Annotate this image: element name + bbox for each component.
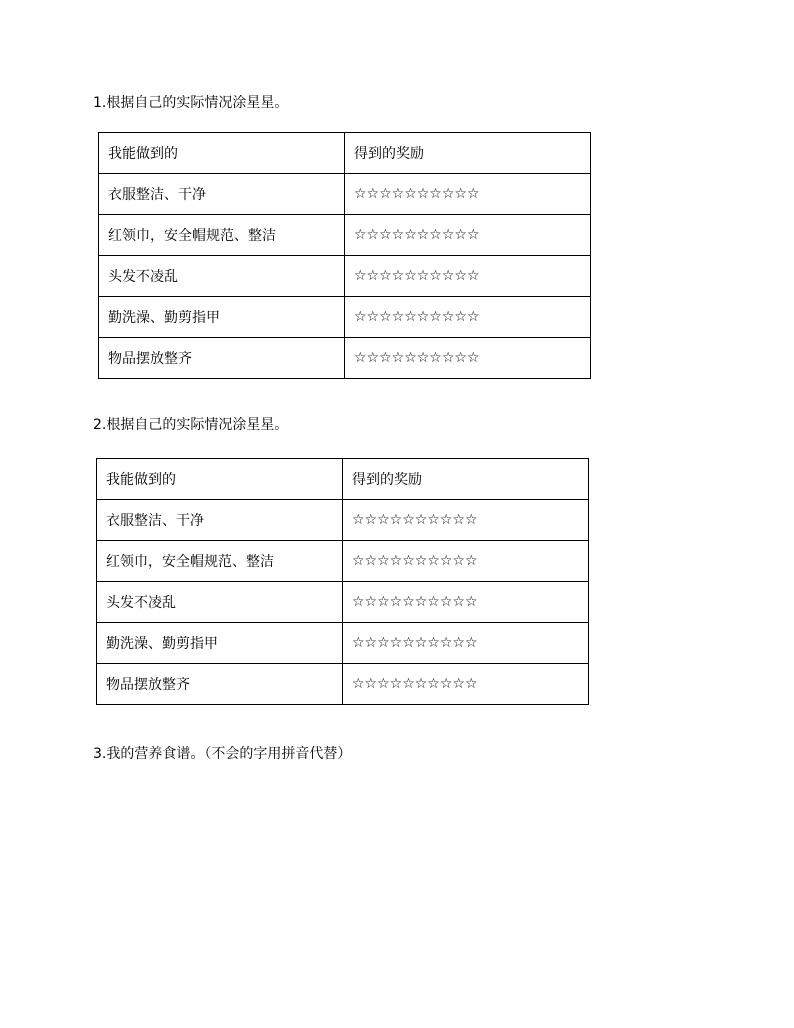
star-rating-table-1 bbox=[98, 132, 591, 379]
task-cell: 勤洗澡、勤剪指甲 bbox=[97, 623, 343, 664]
header-reward-cell: 得到的奖励 bbox=[345, 133, 591, 174]
table-row bbox=[97, 582, 589, 623]
stars-cell[interactable] bbox=[345, 256, 591, 297]
table-row bbox=[99, 215, 591, 256]
table-row bbox=[99, 338, 591, 379]
star-icons[interactable]: ☆☆☆☆☆☆☆☆☆☆ bbox=[352, 512, 478, 528]
header-task-cell: 我能做到的 bbox=[97, 459, 343, 500]
task-cell: 红领巾，安全帽规范、整洁 bbox=[99, 215, 345, 256]
task-cell: 勤洗澡、勤剪指甲 bbox=[99, 297, 345, 338]
section-2-title: 2.根据自己的实际情况涂星星。 bbox=[93, 417, 289, 433]
table-row bbox=[97, 500, 589, 541]
stars-cell[interactable] bbox=[343, 623, 589, 664]
section-3-title: 3.我的营养食谱。（不会的字用拼音代替） bbox=[93, 746, 352, 762]
star-icons[interactable]: ☆☆☆☆☆☆☆☆☆☆ bbox=[352, 553, 478, 569]
star-icons[interactable]: ☆☆☆☆☆☆☆☆☆☆ bbox=[354, 227, 480, 243]
stars-cell[interactable] bbox=[343, 664, 589, 705]
section-1-title: 1.根据自己的实际情况涂星星。 bbox=[93, 95, 289, 111]
stars-cell[interactable] bbox=[343, 541, 589, 582]
star-icons[interactable]: ☆☆☆☆☆☆☆☆☆☆ bbox=[352, 676, 478, 692]
table-row bbox=[99, 174, 591, 215]
task-cell: 衣服整洁、干净 bbox=[99, 174, 345, 215]
star-icons[interactable]: ☆☆☆☆☆☆☆☆☆☆ bbox=[354, 268, 480, 284]
task-cell: 物品摆放整齐 bbox=[99, 338, 345, 379]
stars-cell[interactable] bbox=[345, 338, 591, 379]
star-icons[interactable]: ☆☆☆☆☆☆☆☆☆☆ bbox=[354, 186, 480, 202]
task-cell: 红领巾，安全帽规范、整洁 bbox=[97, 541, 343, 582]
table-row bbox=[99, 297, 591, 338]
stars-cell[interactable] bbox=[345, 174, 591, 215]
table-row bbox=[97, 541, 589, 582]
table-row bbox=[97, 623, 589, 664]
stars-cell[interactable] bbox=[345, 297, 591, 338]
task-cell: 物品摆放整齐 bbox=[97, 664, 343, 705]
star-rating-table-2 bbox=[96, 458, 589, 705]
star-icons[interactable]: ☆☆☆☆☆☆☆☆☆☆ bbox=[354, 309, 480, 325]
task-cell: 衣服整洁、干净 bbox=[97, 500, 343, 541]
header-task-cell: 我能做到的 bbox=[99, 133, 345, 174]
stars-cell[interactable] bbox=[345, 215, 591, 256]
task-cell: 头发不凌乱 bbox=[97, 582, 343, 623]
task-cell: 头发不凌乱 bbox=[99, 256, 345, 297]
star-icons[interactable]: ☆☆☆☆☆☆☆☆☆☆ bbox=[352, 594, 478, 610]
table-header-row bbox=[97, 459, 589, 500]
stars-cell[interactable] bbox=[343, 500, 589, 541]
stars-cell[interactable] bbox=[343, 582, 589, 623]
star-icons[interactable]: ☆☆☆☆☆☆☆☆☆☆ bbox=[352, 635, 478, 651]
table-row bbox=[99, 256, 591, 297]
table-row bbox=[97, 664, 589, 705]
table-header-row bbox=[99, 133, 591, 174]
header-reward-cell: 得到的奖励 bbox=[343, 459, 589, 500]
star-icons[interactable]: ☆☆☆☆☆☆☆☆☆☆ bbox=[354, 350, 480, 366]
